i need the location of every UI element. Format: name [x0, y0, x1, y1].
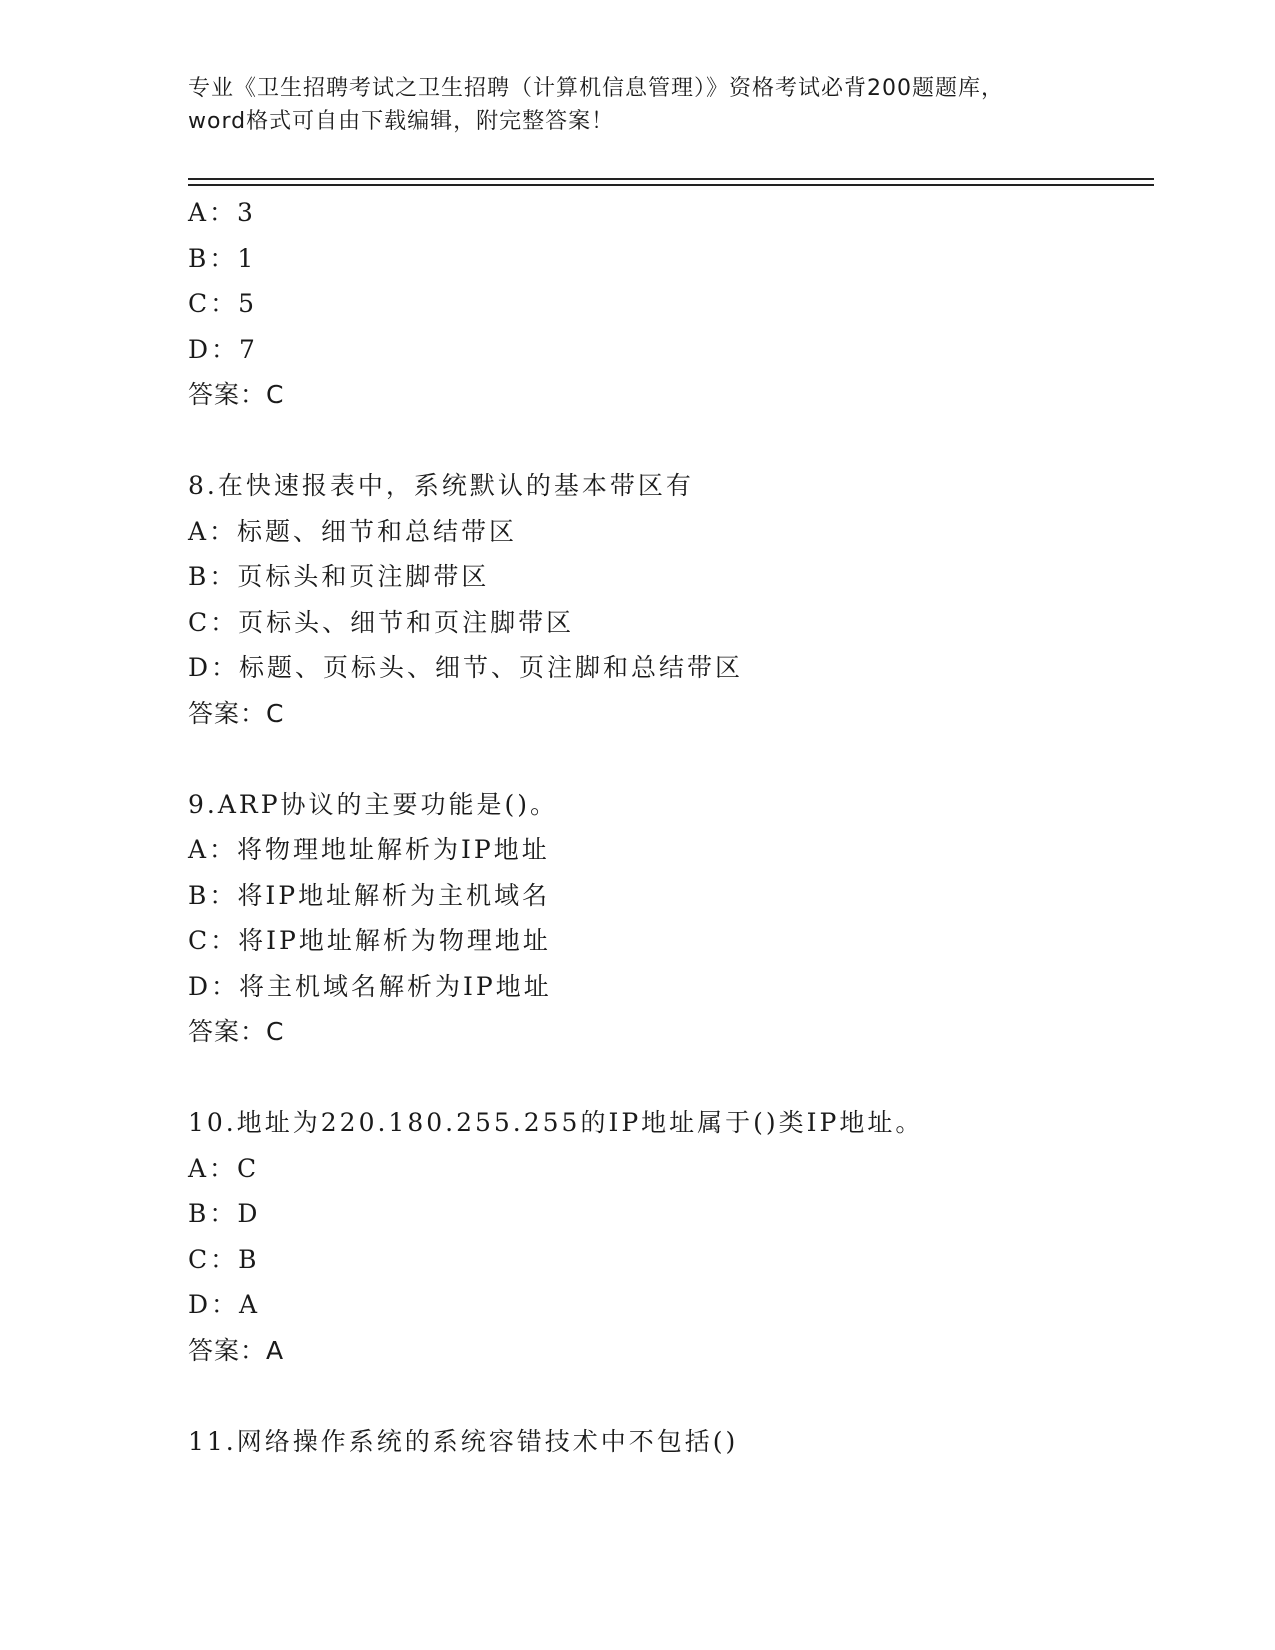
answer-line: 答案：A — [188, 1335, 285, 1365]
question-block-prev — [188, 190, 1148, 418]
question-stem: 9.ARP协议的主要功能是()。 — [188, 789, 559, 819]
spacer — [188, 736, 1148, 782]
option-a: A：3 — [188, 198, 256, 227]
option-a: A：C — [188, 1153, 260, 1183]
question-block-11 — [188, 1419, 1148, 1465]
question-list — [188, 190, 1148, 1464]
spacer — [188, 1373, 1148, 1419]
option-c: C：将IP地址解析为物理地址 — [188, 926, 551, 955]
option-b: B：D — [188, 1199, 261, 1228]
question-block-9 — [188, 782, 1148, 1055]
option-a: A：标题、细节和总结带区 — [188, 516, 518, 546]
option-a: A：将物理地址解析为IP地址 — [188, 835, 550, 864]
option-d: D：7 — [188, 334, 258, 364]
question-block-8 — [188, 463, 1148, 736]
header-title-line-2: word格式可自由下载编辑，附完整答案！ — [188, 109, 615, 134]
spacer — [188, 418, 1148, 464]
option-c: C：页标头、细节和页注脚带区 — [188, 607, 575, 637]
option-d: D：标题、页标头、细节、页注脚和总结带区 — [188, 653, 744, 682]
option-b: B：1 — [188, 243, 257, 273]
option-c: C：5 — [188, 289, 258, 318]
header-divider-bottom — [188, 184, 1154, 186]
answer-line: 答案：C — [188, 1017, 285, 1046]
spacer — [188, 1055, 1148, 1101]
option-c: C：B — [188, 1244, 260, 1274]
option-b: B：将IP地址解析为主机域名 — [188, 880, 551, 910]
question-stem: 10.地址为220.180.255.255的IP地址属于()类IP地址。 — [188, 1108, 924, 1137]
answer-line: 答案：C — [188, 698, 285, 728]
answer-line: 答案：C — [188, 380, 285, 409]
question-stem: 8.在快速报表中，系统默认的基本带区有 — [188, 471, 694, 500]
option-d: D：A — [188, 1290, 261, 1319]
question-block-10 — [188, 1100, 1148, 1373]
question-stem: 11.网络操作系统的系统容错技术中不包括() — [188, 1426, 739, 1456]
document-header — [188, 72, 1088, 138]
option-d: D：将主机域名解析为IP地址 — [188, 971, 552, 1001]
header-divider-top — [188, 178, 1154, 180]
header-title-line-1: 专业《卫生招聘考试之卫生招聘（计算机信息管理）》资格考试必背200题题库， — [188, 76, 1004, 101]
option-b: B：页标头和页注脚带区 — [188, 562, 490, 591]
